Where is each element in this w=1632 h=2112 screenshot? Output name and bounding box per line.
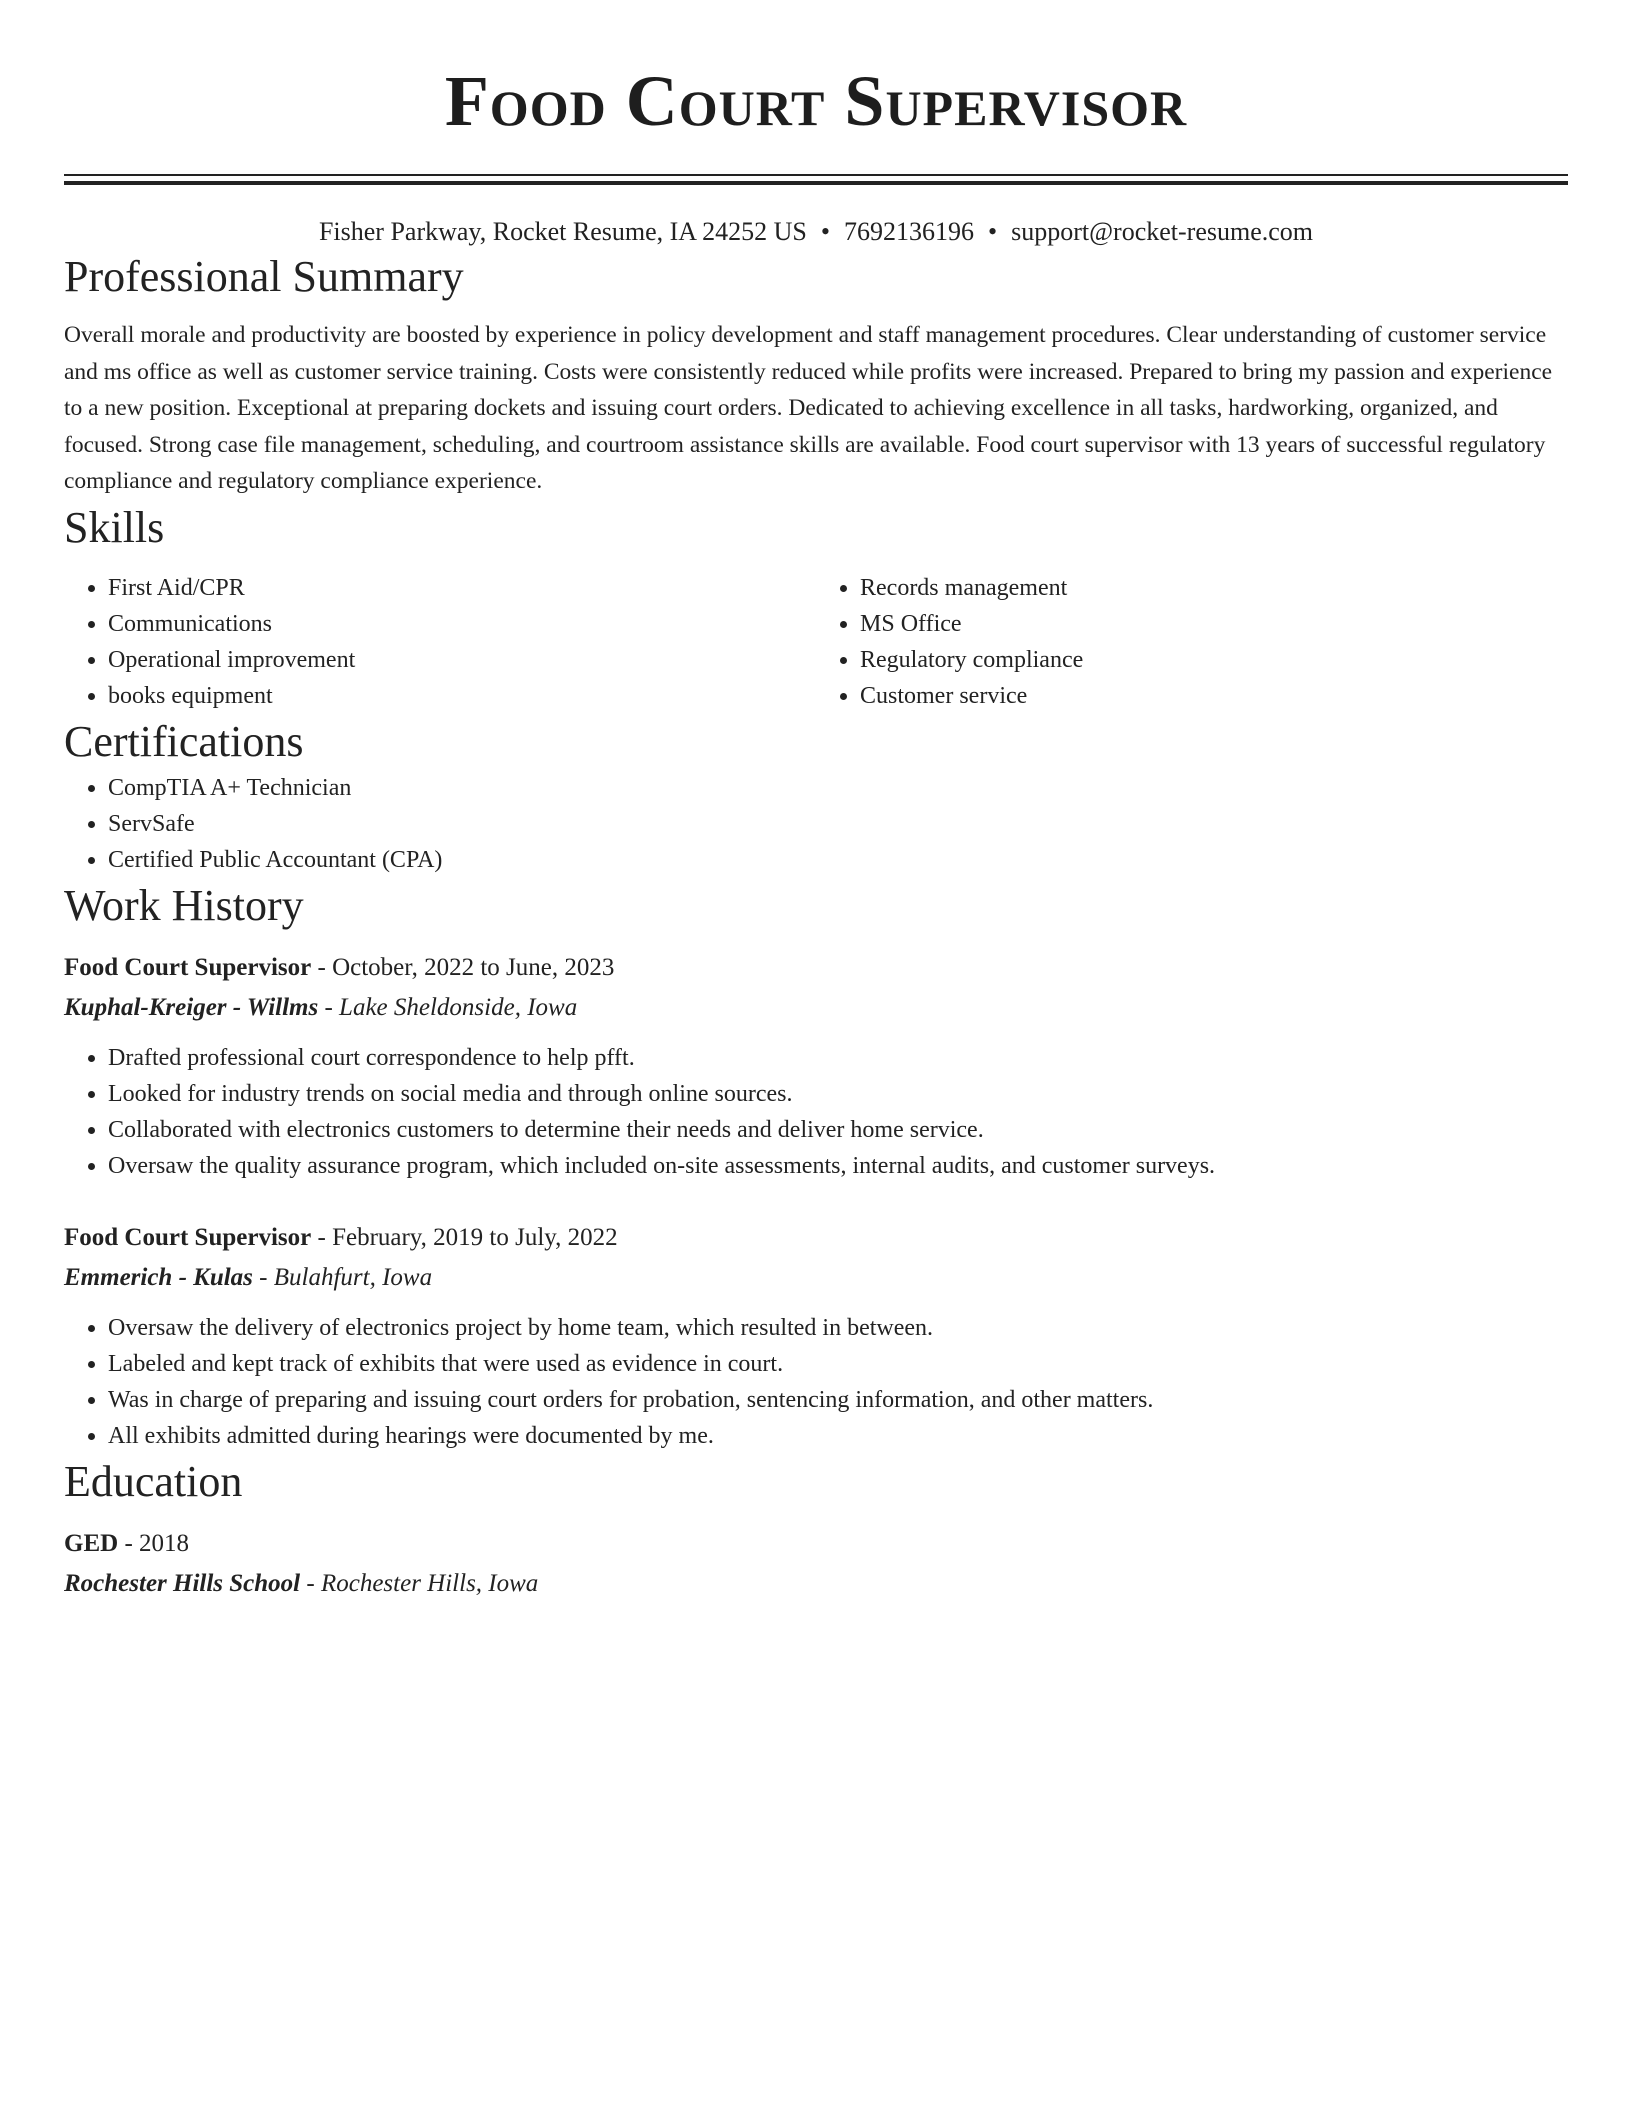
job-duty: • Labeled and kept track of exhibits that were used as evidence in court. (108, 1346, 1568, 1382)
contact-separator: • (988, 217, 998, 246)
skill-item: • Customer service (860, 678, 1568, 714)
education-dash: - (118, 1529, 140, 1557)
job-company-line (64, 1258, 1568, 1298)
summary-text: Overall morale and productivity are boosted by experience in policy development and staff management procedures. Clear understanding of customer service and ms office as well as customer service training. Costs were consistently reduced while profits were increased. Prepared to bring my passion and experience to a new position. Exceptional at preparing dockets and issuing court orders. Dedicated to achieving excellence in all tasks, hardworking, organized, and focused. Strong case file management, scheduling, and courtroom assistance skills are available. Food court supervisor with 13 years of successful regulatory compliance and regulatory compliance experience. (64, 322, 1553, 494)
job-title: Food Court Supervisor (64, 1223, 312, 1251)
job-duties-list (64, 1040, 1568, 1184)
resume-title: Food Court Supervisor (444, 61, 1188, 141)
job-title: Food Court Supervisor (64, 953, 312, 981)
job-duty: • Collaborated with electronics customers to determine their needs and deliver home service. (108, 1112, 1568, 1148)
job-duty: • Oversaw the quality assurance program, which included on-site assessments, internal audits, and customer surveys. (108, 1148, 1568, 1184)
job-location: Bulahfurt, Iowa (273, 1263, 433, 1291)
skills-columns (64, 570, 1568, 714)
education-year: 2018 (139, 1529, 190, 1557)
contact-phone: 7692136196 (844, 217, 974, 246)
summary-heading: Professional Summary (64, 252, 464, 301)
job-title-line (64, 948, 1568, 988)
job-duty: • Looked for industry trends on social media and through online sources. (108, 1076, 1568, 1112)
job-company: Emmerich - Kulas (64, 1263, 253, 1291)
skills-heading: Skills (64, 502, 165, 552)
job-duty: • Oversaw the delivery of electronics project by home team, which resulted in between. (108, 1310, 1568, 1346)
education-entry (64, 1524, 1568, 1604)
job-location: Lake Sheldonside, Iowa (339, 993, 578, 1021)
title-divider (64, 174, 1568, 185)
skill-item: • books equipment (108, 678, 816, 714)
education-dash: - (300, 1569, 321, 1597)
work-history-heading: Work History (64, 880, 304, 930)
job-duty: • Was in charge of preparing and issuing court orders for probation, sentencing information, and other matters. (108, 1382, 1568, 1418)
job-dash: - (311, 953, 333, 981)
job-title-line (64, 1218, 1568, 1258)
skill-item: • Communications (108, 606, 816, 642)
skills-list-right (816, 570, 1568, 714)
skill-item: • MS Office (860, 606, 1568, 642)
job-dates: February, 2019 to July, 2022 (332, 1223, 618, 1251)
education-school-line (64, 1564, 1568, 1604)
job-entry (64, 948, 1568, 1184)
education-location: Rochester Hills, Iowa (320, 1569, 539, 1597)
education-heading: Education (64, 1456, 243, 1506)
certifications-list (64, 770, 1568, 878)
job-company-line (64, 988, 1568, 1028)
job-company: Kuphal-Kreiger - Willms (64, 993, 319, 1021)
skill-item: • Records management (860, 570, 1568, 606)
contact-line (64, 215, 1568, 249)
job-dash: - (252, 1263, 274, 1291)
contact-email: support@rocket-resume.com (1011, 217, 1314, 246)
skill-item: • Regulatory compliance (860, 642, 1568, 678)
certification-item: • CompTIA A+ Technician (108, 770, 1568, 806)
job-entry (64, 1218, 1568, 1454)
contact-address: Fisher Parkway, Rocket Resume, IA 24252 US (318, 217, 807, 246)
skill-item: • Operational improvement (108, 642, 816, 678)
education-school: Rochester Hills School (64, 1569, 301, 1597)
job-dash: - (318, 993, 340, 1021)
job-duty: • Drafted professional court correspondence to help pfft. (108, 1040, 1568, 1076)
contact-separator: • (820, 217, 830, 246)
education-degree-line (64, 1524, 1568, 1564)
education-degree: GED (64, 1529, 119, 1557)
job-duties-list (64, 1310, 1568, 1454)
job-duty: • All exhibits admitted during hearings were documented by me. (108, 1418, 1568, 1454)
skills-list-left (64, 570, 816, 714)
certifications-heading: Certifications (64, 716, 304, 766)
certification-item: • ServSafe (108, 806, 1568, 842)
job-dates: October, 2022 to June, 2023 (332, 953, 615, 981)
job-dash: - (311, 1223, 333, 1251)
certification-item: • Certified Public Accountant (CPA) (108, 842, 1568, 878)
skill-item: • First Aid/CPR (108, 570, 816, 606)
